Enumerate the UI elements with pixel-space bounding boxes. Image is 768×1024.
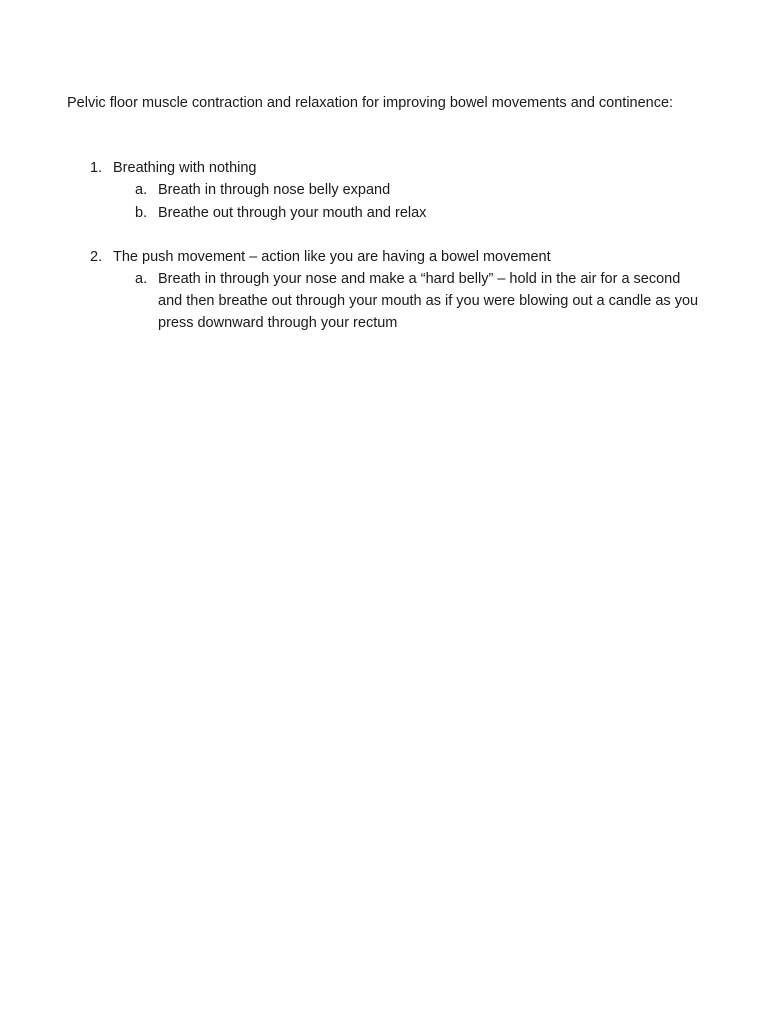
list-item-heading: The push movement – action like you are having a bowel movement xyxy=(113,249,551,265)
sublist-item-text: Breath in through nose belly expand xyxy=(158,182,391,198)
list-item-heading: Breathing with nothing xyxy=(113,160,257,176)
list-item-marker: 1. xyxy=(90,160,103,176)
intro-paragraph: Pelvic floor muscle contraction and relaxation for improving bowel movements and continence: xyxy=(67,95,674,111)
sublist-item-text: Breath in through your nose and make a “hard belly” – hold in the air for a second and then breathe out through your mouth as if you were blowing out a candle as you press downward through your rectum xyxy=(158,271,699,331)
sublist-item-marker: b. xyxy=(135,205,148,221)
sublist-item-marker: a. xyxy=(135,271,148,287)
list-item-marker: 2. xyxy=(90,249,103,265)
sublist-item-marker: a. xyxy=(135,182,148,198)
sublist-item-text: Breathe out through your mouth and relax xyxy=(158,205,427,221)
